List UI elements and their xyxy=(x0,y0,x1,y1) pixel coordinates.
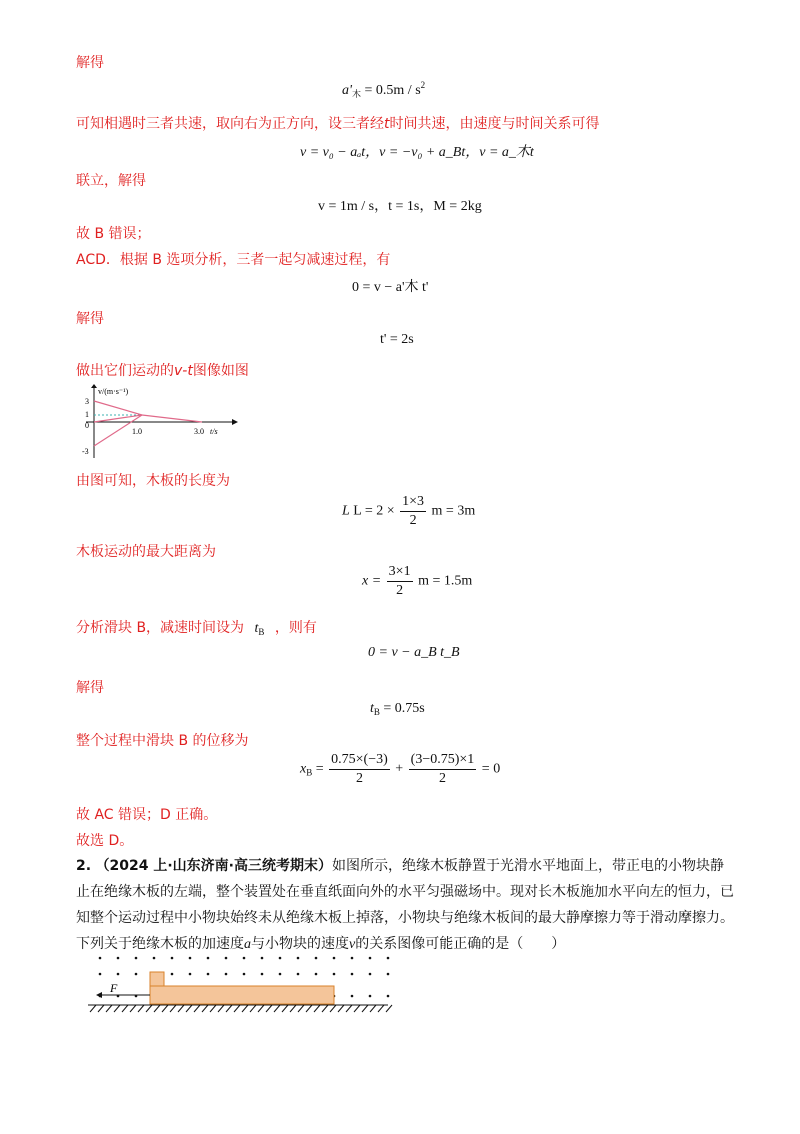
question-2-source: （2024 上·山东济南·高三统考期末） xyxy=(95,858,332,874)
hatch-mark xyxy=(338,1005,344,1012)
field-dot xyxy=(369,957,372,960)
field-dot xyxy=(315,957,318,960)
hatch-mark xyxy=(114,1005,120,1012)
field-dot xyxy=(387,973,390,976)
vt-graph-intro: 做出它们运动的v-t图像如图 xyxy=(76,363,249,379)
slider-b-text: 分析滑块 B，减速时间设为 $t_B$ ，则有 xyxy=(76,620,317,637)
hatch-mark xyxy=(98,1005,104,1012)
vt-y-label: v/(m·s⁻¹) xyxy=(98,387,129,396)
hatch-mark xyxy=(378,1005,384,1012)
field-dot xyxy=(369,995,372,998)
solve-label-2: 解得 xyxy=(76,311,104,327)
hatch-mark xyxy=(154,1005,160,1012)
answer-choice-text: 故选 D。 xyxy=(76,833,134,849)
field-dot xyxy=(351,957,354,960)
hatch-mark xyxy=(226,1005,232,1012)
field-dot xyxy=(117,957,120,960)
hatch-mark xyxy=(242,1005,248,1012)
hatch-mark xyxy=(218,1005,224,1012)
equation-slider-b-decel: 0 = v − a_B t_B xyxy=(368,645,460,660)
field-dot xyxy=(261,973,264,976)
field-dot xyxy=(99,957,102,960)
solve-label-1: 解得 xyxy=(76,55,104,71)
hatch-mark xyxy=(298,1005,304,1012)
question-2-number: 2. xyxy=(76,858,92,874)
board-length-text: 由图可知，木板的长度为 xyxy=(76,473,230,489)
hatch-mark xyxy=(178,1005,184,1012)
field-dot xyxy=(207,973,210,976)
vt-y-arrow xyxy=(91,384,97,388)
slider-b-displacement-text: 整个过程中滑块 B 的位移为 xyxy=(76,733,249,749)
equation-t-prime: t' = 2s xyxy=(380,332,414,347)
solve-label-3: 解得 xyxy=(76,680,104,696)
equation-velocity-relations: v = v₀ − aₐt，v = −v₀ + a_Bt，v = a_木t xyxy=(300,145,534,160)
hatch-mark xyxy=(282,1005,288,1012)
hatch-mark xyxy=(274,1005,280,1012)
hatch-mark xyxy=(122,1005,128,1012)
vt-tick-x1: 1.0 xyxy=(132,427,142,436)
field-dot xyxy=(333,957,336,960)
vt-line-a xyxy=(94,401,142,415)
vt-line-board xyxy=(94,415,142,422)
field-dot xyxy=(351,973,354,976)
small-block xyxy=(150,972,164,986)
vt-line-common xyxy=(142,415,202,422)
acd-analysis-text: ACD．根据 B 选项分析，三者一起匀减速过程，有 xyxy=(76,252,391,268)
hatch-mark xyxy=(322,1005,328,1012)
hatch-mark xyxy=(266,1005,272,1012)
hatch-mark xyxy=(370,1005,376,1012)
hatch-mark xyxy=(354,1005,360,1012)
equation-board-distance: x = $\frac{3\times 1}{2}$ m = 1.5m xyxy=(362,564,473,598)
field-dot xyxy=(135,957,138,960)
common-velocity-text: 可知相遇时三者共速，取向右为正方向，设三者经t时间共速，由速度与时间关系可得 xyxy=(76,116,600,132)
hatch-mark xyxy=(330,1005,336,1012)
hatch-mark xyxy=(106,1005,112,1012)
hatch-mark xyxy=(386,1005,392,1012)
equation-accel-board: $a'_木 = 0.5m / s^2$ xyxy=(342,80,426,99)
ac-wrong-text: 故 AC 错误；D 正确。 xyxy=(76,807,218,823)
force-label: F xyxy=(110,981,118,995)
hatch-mark xyxy=(138,1005,144,1012)
field-dot xyxy=(351,995,354,998)
hatch-mark xyxy=(90,1005,96,1012)
equation-results: v = 1m / s，t = 1s，M = 2kg xyxy=(318,199,482,214)
hatch-mark xyxy=(290,1005,296,1012)
field-dot xyxy=(117,973,120,976)
hatch-mark xyxy=(258,1005,264,1012)
field-dot xyxy=(387,957,390,960)
vt-x-arrow xyxy=(232,419,238,425)
hatch-mark xyxy=(234,1005,240,1012)
field-dot xyxy=(153,957,156,960)
force-arrow-head xyxy=(96,992,102,998)
field-dot xyxy=(243,973,246,976)
hatch-mark xyxy=(162,1005,168,1012)
field-dot xyxy=(189,957,192,960)
b-wrong-text: 故 B 错误； xyxy=(76,226,151,242)
board-figure xyxy=(88,952,398,1014)
field-dot xyxy=(297,957,300,960)
hatch-mark xyxy=(346,1005,352,1012)
question-2: 2. （2024 上·山东济南·高三统考期末）如图所示，绝缘木板静置于光滑水平地面上，带正电的小物块静止在绝缘木板的左端，整个装置处在垂直纸面向外的水平匀强磁场中。现对长木板施加水平向左的恒力，已知整个运动过程中小物块始终未从绝缘木板上掉落，小物块与绝缘木板间的最大静摩擦力等于滑动摩擦力。下列关于绝缘木板的加速度a与小物块的速度v的关系图像可能正确的是（ ） xyxy=(76,858,734,952)
field-dot xyxy=(171,957,174,960)
hatch-mark xyxy=(194,1005,200,1012)
field-dot xyxy=(279,957,282,960)
hatch-mark xyxy=(170,1005,176,1012)
field-dot xyxy=(261,957,264,960)
field-dot xyxy=(315,973,318,976)
field-dot xyxy=(189,973,192,976)
ground-hatch xyxy=(90,1005,392,1012)
hatch-mark xyxy=(362,1005,368,1012)
field-dot xyxy=(279,973,282,976)
vt-tick-n3: -3 xyxy=(82,447,89,456)
vt-tick-3: 3 xyxy=(85,397,89,406)
field-dot xyxy=(207,957,210,960)
hatch-mark xyxy=(314,1005,320,1012)
field-dot xyxy=(171,973,174,976)
field-dot xyxy=(369,973,372,976)
equation-decel: 0 = v − a'木 t' xyxy=(352,280,429,295)
equation-board-length: L L = 2 × $\frac{1\times 3}{2}$ m = 3m xyxy=(342,494,476,528)
hatch-mark xyxy=(130,1005,136,1012)
vt-x-label: t/s xyxy=(210,427,218,436)
hatch-mark xyxy=(250,1005,256,1012)
insulating-board xyxy=(150,986,334,1004)
equation-xb: $x_B$ = $\frac{0.75\times(-3)}{2}$ + $\frac{(3-0.75)\times 1}{2}$ = 0 xyxy=(300,752,501,786)
vt-tick-x3: 3.0 xyxy=(194,427,204,436)
hatch-mark xyxy=(146,1005,152,1012)
question-2-text: 如图所示，绝缘木板静置于光滑水平地面上，带正电的小物块静止在绝缘木板的左端，整个装置处在垂直纸面向外的水平匀强磁场中。现对长木板施加水平向左的恒力，已知整个运动过程中小物块始终未从绝缘木板上掉落，小物块与绝缘木板间的最大静摩擦力等于滑动摩擦力。下列关于绝缘木板的加速度 xyxy=(76,858,734,952)
simultaneous-label: 联立，解得 xyxy=(76,173,146,189)
vt-graph xyxy=(82,384,242,460)
vt-tick-0: 0 xyxy=(85,421,89,430)
field-dot xyxy=(297,973,300,976)
vt-tick-1: 1 xyxy=(85,410,89,419)
field-dot xyxy=(387,995,390,998)
hatch-mark xyxy=(202,1005,208,1012)
field-dot xyxy=(225,973,228,976)
field-dot xyxy=(243,957,246,960)
hatch-mark xyxy=(186,1005,192,1012)
hatch-mark xyxy=(210,1005,216,1012)
field-dot xyxy=(135,973,138,976)
equation-tb: $t_B = 0.75s$ xyxy=(370,701,425,717)
board-distance-text: 木板运动的最大距离为 xyxy=(76,544,216,560)
hatch-mark xyxy=(306,1005,312,1012)
field-dot xyxy=(225,957,228,960)
field-dot xyxy=(333,973,336,976)
field-dot xyxy=(99,973,102,976)
